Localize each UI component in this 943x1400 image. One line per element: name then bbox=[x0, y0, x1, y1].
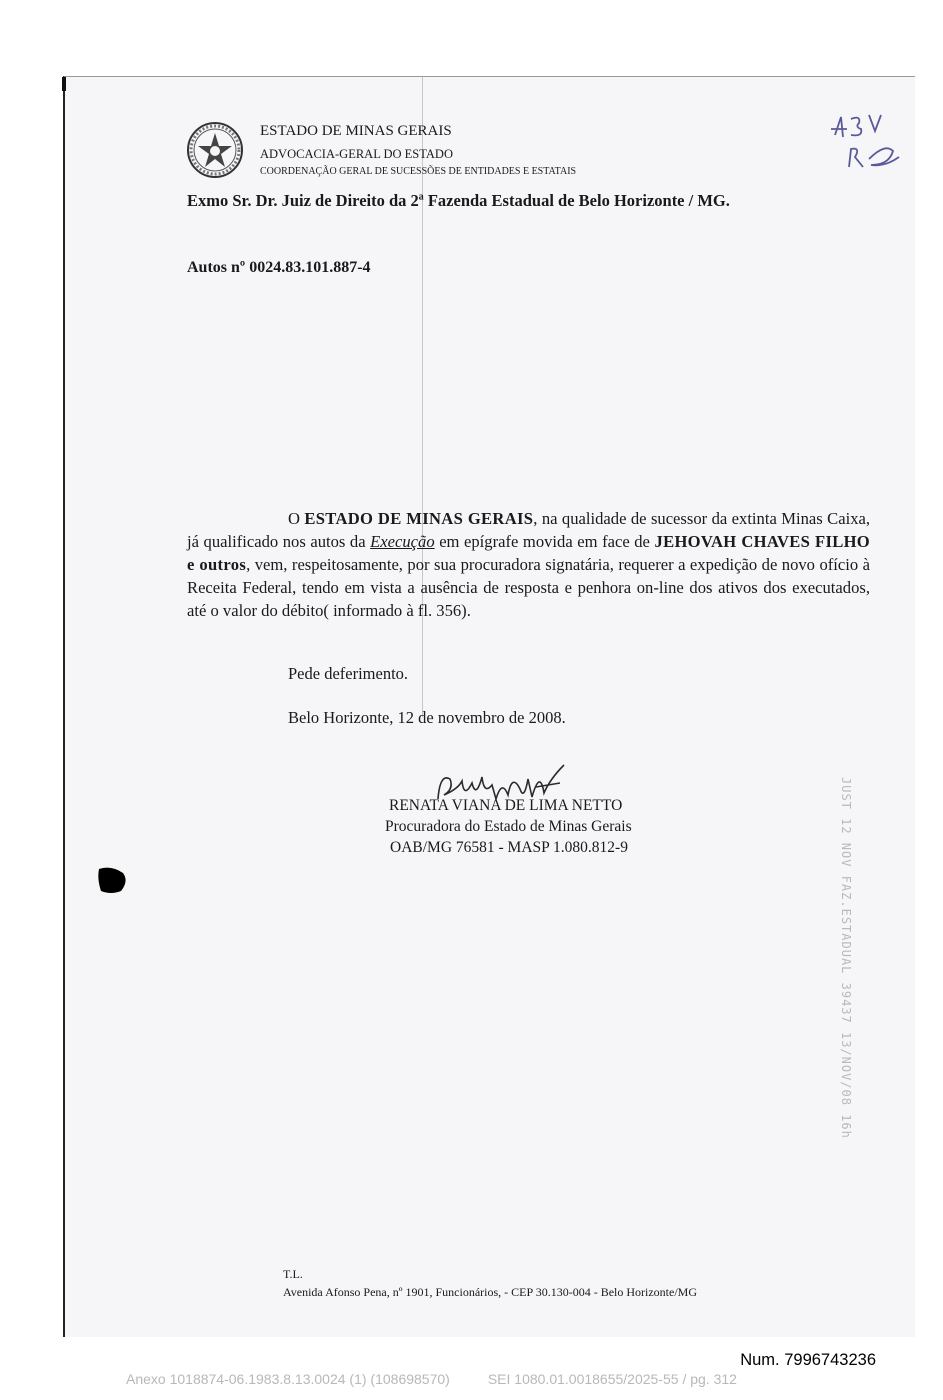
document-sheet bbox=[63, 76, 915, 1337]
reception-stamp: JUST 12 NOV FAZ.ESTADUAL 39437 13/NOV/08 16h bbox=[839, 777, 853, 1139]
signature-block bbox=[385, 795, 685, 858]
closing-request: Pede deferimento. bbox=[288, 664, 409, 683]
footer-address: Avenida Afonso Pena, nº 1901, Funcionários, - CEP 30.130-004 - Belo Horizonte/MG bbox=[283, 1285, 698, 1299]
addressee: Exmo Sr. Dr. Juiz de Direito da 2ª Fazenda Estadual de Belo Horizonte / MG. bbox=[187, 191, 730, 210]
sei-ref: SEI 1080.01.0018655/2025-55 / pg. 312 bbox=[487, 1371, 737, 1387]
document-number: Num. 7996743236 bbox=[740, 1351, 876, 1369]
body-text-3: em epígrafe movida em face de bbox=[434, 532, 655, 551]
signatory-name: RENATA VIANA DE LIMA NETTO bbox=[389, 797, 623, 814]
defendant-name: JEHOVAH CHAVES FILHO e outros bbox=[187, 532, 870, 574]
body-text-4: , vem, respeitosamente, por sua procuradora signatária, requerer a expedição de novo ofício à Receita Federal, tendo em vista a ausência de resposta e penhora on-line dos ativos dos executados, até o valor do débito( informado à fl. 356). bbox=[187, 555, 870, 620]
signatory-role: Procuradora do Estado de Minas Gerais bbox=[385, 818, 632, 835]
handwritten-page-number bbox=[825, 107, 905, 177]
petition-body bbox=[187, 507, 870, 622]
case-number: Autos nº 0024.83.101.887-4 bbox=[187, 259, 371, 276]
ink-blot bbox=[97, 865, 129, 895]
body-text-2: , na qualidade de sucessor da extinta Minas Caixa, já qualificado nos autos da bbox=[187, 509, 870, 551]
signatory-registration: OAB/MG 76581 - MASP 1.080.812-9 bbox=[390, 839, 628, 856]
header-coordination: COORDENAÇÃO GERAL DE SUCESSÕES DE ENTIDADES E ESTATAIS bbox=[260, 166, 577, 177]
scan-edge-mark bbox=[62, 77, 66, 91]
party-name: ESTADO DE MINAS GERAIS bbox=[304, 509, 534, 528]
header-state: ESTADO DE MINAS GERAIS bbox=[260, 123, 452, 139]
annex-reference bbox=[126, 1371, 737, 1387]
footer-initials: T.L. bbox=[283, 1267, 303, 1281]
header-agency: ADVOCACIA-GERAL DO ESTADO bbox=[260, 147, 453, 161]
place-date: Belo Horizonte, 12 de novembro de 2008. bbox=[288, 708, 566, 727]
state-seal-icon bbox=[186, 121, 244, 179]
annex-ref: Anexo 1018874-06.1983.8.13.0024 (1) (108698570) bbox=[126, 1371, 450, 1387]
body-text-1: O bbox=[288, 509, 305, 528]
action-type: Execução bbox=[370, 532, 435, 551]
